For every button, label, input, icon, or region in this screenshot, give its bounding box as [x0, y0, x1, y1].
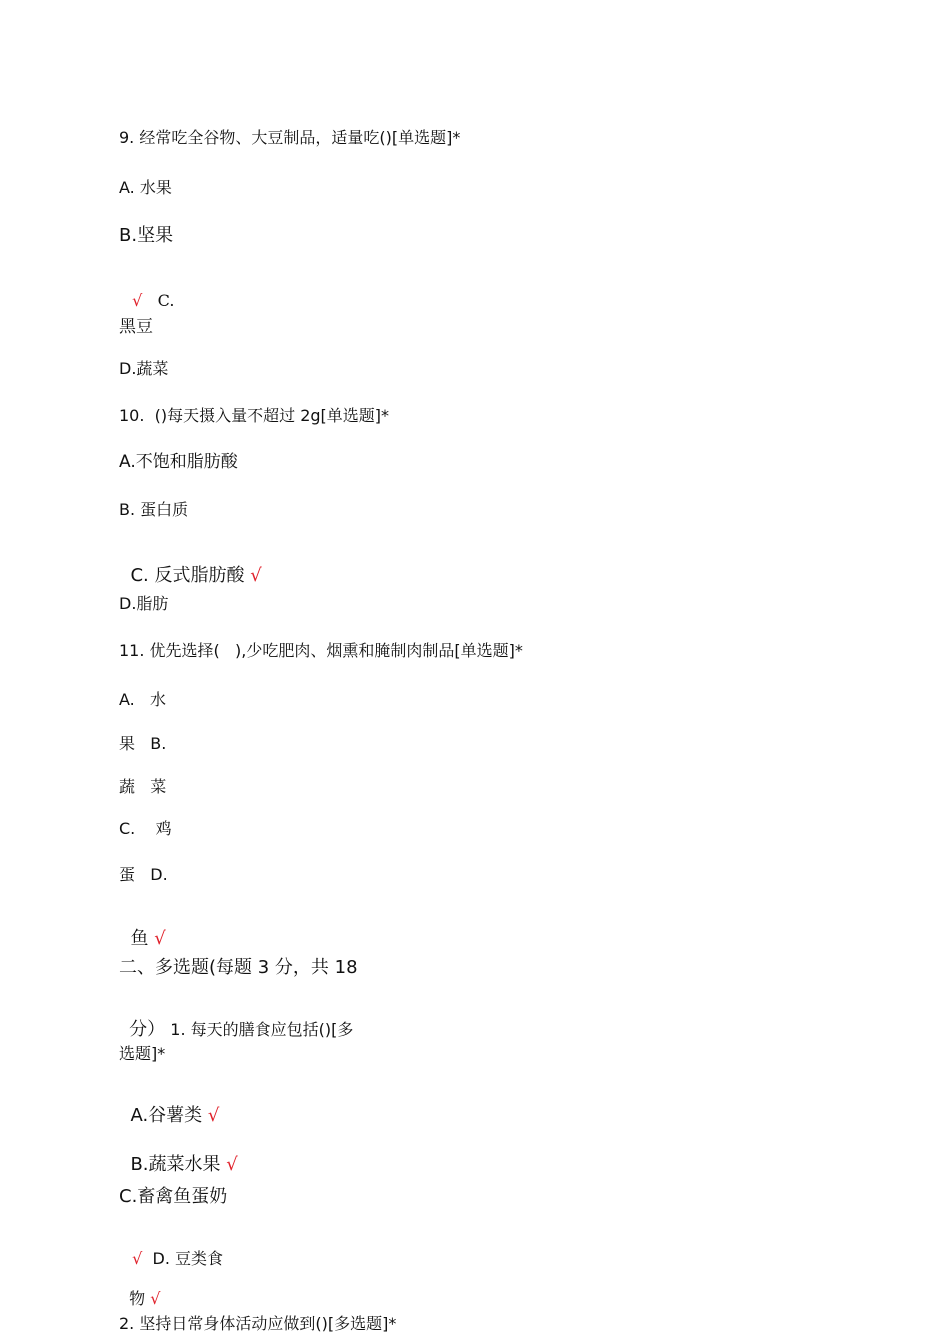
mq1-option-d-label: D. 豆类食	[152, 1249, 224, 1268]
check-icon: √	[150, 1289, 161, 1308]
q10-option-b[interactable]: B. 蛋白质	[119, 500, 189, 519]
q10-option-d[interactable]: D.脂肪	[119, 594, 169, 613]
mq1-option-c[interactable]: C.畜禽鱼蛋奶	[119, 1186, 228, 1207]
q9-option-c-label: C.	[157, 291, 175, 310]
q10-question: 10. ()每天摄入量不超过 2g[单选题]*	[119, 406, 390, 425]
q9-question: 9. 经常吃全谷物、大豆制品，适量吃()[单选题]*	[119, 128, 461, 147]
q9-option-a[interactable]: A. 水果	[119, 178, 172, 197]
mq1-option-a-label: A.谷薯类	[130, 1105, 203, 1126]
mq1-option-b-label: B.蔬菜水果	[130, 1154, 221, 1175]
mq1-question-start: 1. 每天的膳食应包括()[多	[165, 1020, 354, 1039]
q9-option-c[interactable]	[122, 277, 174, 309]
q11-line-5[interactable]: 蛋 D.	[119, 865, 168, 884]
q11-option-d-text: 鱼	[130, 928, 149, 949]
q10-option-c[interactable]	[119, 549, 262, 585]
check-icon: √	[207, 1105, 220, 1126]
mq1-option-a[interactable]	[119, 1089, 219, 1125]
mq1-option-d[interactable]	[122, 1235, 223, 1267]
section2-heading-end: 分）	[129, 1019, 166, 1040]
q10-option-a[interactable]: A.不饱和脂肪酸	[119, 452, 238, 472]
check-icon: √	[250, 565, 262, 586]
mq1-option-d-text: 物	[129, 1289, 146, 1308]
q11-line-6	[119, 912, 166, 948]
q9-option-d[interactable]: D.蔬菜	[119, 359, 169, 378]
check-icon: √	[132, 1249, 143, 1268]
check-icon: √	[154, 928, 166, 949]
section2-heading: 二、多选题(每题 3 分，共 18	[119, 957, 358, 978]
mq1-option-d-continued	[119, 1275, 160, 1307]
q9-option-c-text: 黑豆	[119, 317, 153, 337]
mq2-question: 2. 坚持日常身体活动应做到()[多选题]*	[119, 1314, 397, 1333]
mq1-question-end: 选题]*	[119, 1044, 166, 1063]
q11-line-1[interactable]: A. 水	[119, 690, 167, 709]
q10-option-c-label: C. 反式脂肪酸	[130, 565, 245, 586]
mq1-option-b[interactable]	[119, 1138, 238, 1174]
check-icon: √	[132, 291, 143, 310]
q9-option-b[interactable]: B.坚果	[119, 225, 174, 246]
q11-line-2[interactable]: 果 B.	[119, 734, 167, 753]
q11-line-3: 蔬 菜	[119, 777, 167, 796]
check-icon: √	[226, 1154, 238, 1175]
q11-question: 11. 优先选择( ),少吃肥肉、烟熏和腌制肉制品[单选题]*	[119, 641, 523, 660]
q11-line-4[interactable]: C. 鸡	[119, 819, 172, 838]
mq1-question	[119, 1005, 353, 1039]
